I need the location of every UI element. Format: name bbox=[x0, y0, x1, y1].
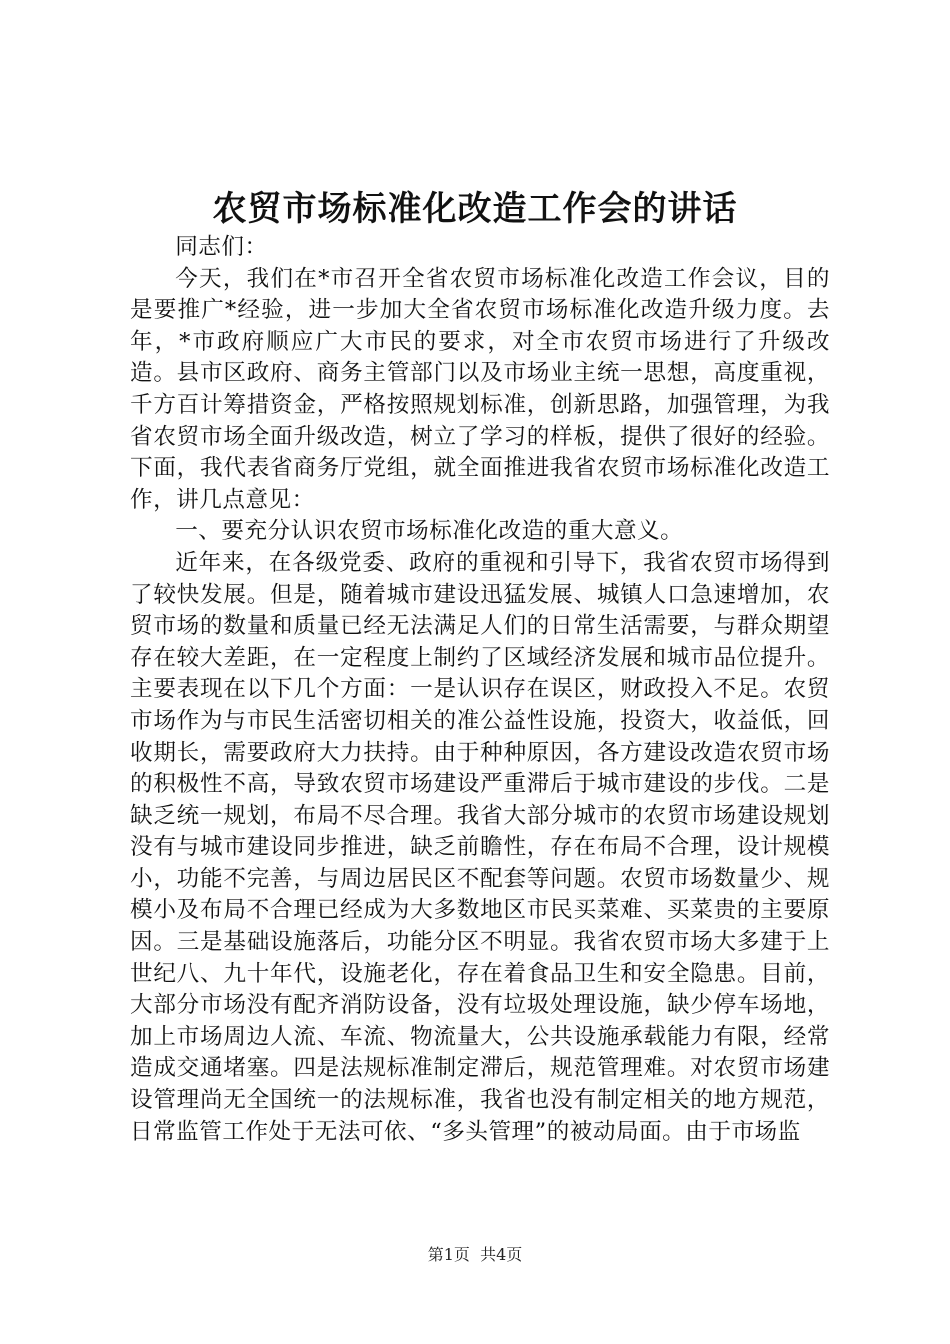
body-paragraph: 今天，我们在*市召开全省农贸市场标准化改造工作会议，目的是要推广*经验，进一步加大全省农贸市场标准化改造升级力度。去年，*市政府顺应广大市民的要求，对全市农贸市场进行了升级改造。县市区政府、商务主管部门以及市场业主统一思想，高度重视，千方百计筹措资金，严格按照规划标准，创新思路，加强管理，为我省农贸市场全面升级改造，树立了学习的样板，提供了很好的经验。下面，我代表省商务厅党组，就全面推进我省农贸市场标准化改造工作，讲几点意见： bbox=[130, 265, 830, 513]
section-heading: 一、要充分认识农贸市场标准化改造的重大意义。 bbox=[175, 518, 684, 545]
total-pages: 共4页 bbox=[480, 1245, 523, 1264]
page-footer bbox=[0, 1244, 950, 1266]
body-paragraph: 近年来，在各级党委、政府的重视和引导下，我省农贸市场得到了较快发展。但是，随着城市建设迅猛发展、城镇人口急速增加，农贸市场的数量和质量已经无法满足人们的日常生活需要，与群众期望存在较大差距，在一定程度上制约了区域经济发展和城市品位提升。主要表现在以下几个方面：一是认识存在误区，财政投入不足。农贸市场作为与市民生活密切相关的准公益性设施，投资大，收益低，回收期长，需要政府大力扶持。由于种种原因，各方建设改造农贸市场的积极性不高，导致农贸市场建设严重滞后于城市建设的步伐。二是缺乏统一规划，布局不尽合理。我省大部分城市的农贸市场建设规划没有与城市建设同步推进，缺乏前瞻性，存在布局不合理，设计规模小，功能不完善，与周边居民区不配套等问题。农贸市场数量少、规模小及布局不合理已经成为大多数地区市民买菜难、买菜贵的主要原因。三是基础设施落后，功能分区不明显。我省农贸市场大多建于上世纪八、九十年代，设施老化，存在着食品卫生和安全隐患。目前，大部分市场没有配齐消防设备，没有垃圾处理设施，缺少停车场地，加上市场周边人流、车流、物流量大，公共设施承载能力有限，经常造成交通堵塞。四是法规标准制定滞后，规范管理难。对农贸市场建设管理尚无全国统一的法规标准，我省也没有制定相关的地方规范，日常监管工作处于无法可依、“多头管理”的被动局面。由于市场监 bbox=[130, 549, 830, 1145]
document-title: 农贸市场标准化改造工作会的讲话 bbox=[212, 189, 738, 229]
salutation-paragraph: 同志们： bbox=[175, 234, 268, 260]
document-body bbox=[130, 232, 830, 1148]
page-number: 第1页 bbox=[427, 1245, 470, 1264]
footer-spacer bbox=[470, 1245, 480, 1264]
